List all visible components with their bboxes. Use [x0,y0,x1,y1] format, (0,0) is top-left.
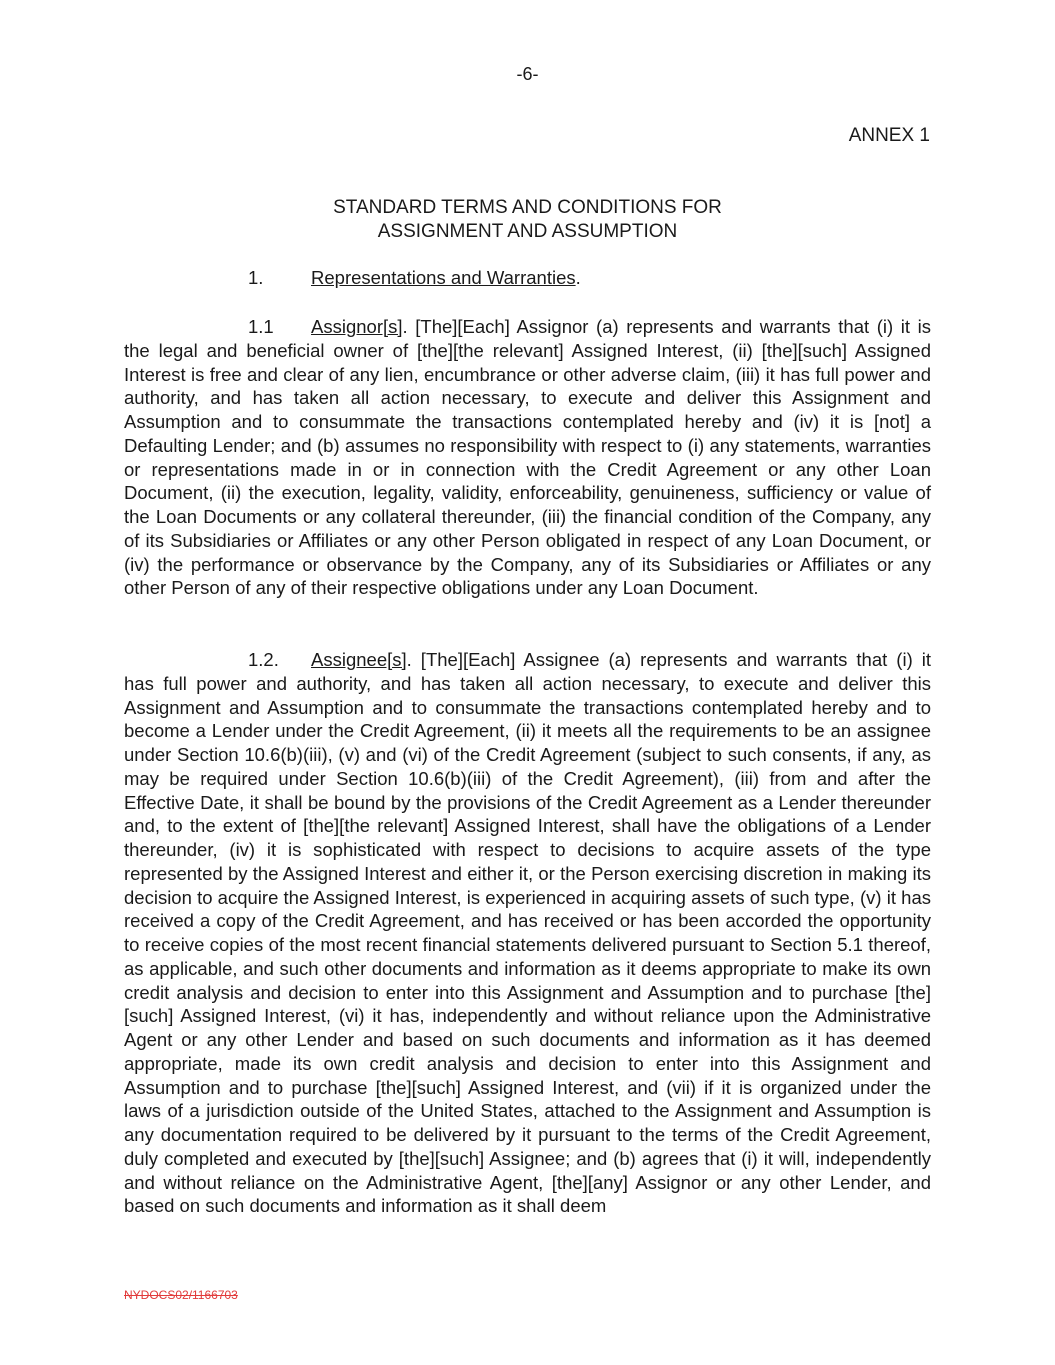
paragraph-1-1-heading: Assignor[s] [311,316,403,337]
paragraph-1-2 [124,648,931,1218]
footer-document-id: NYDOCS02/1166703 [124,1288,238,1302]
section-1-heading [248,267,581,289]
paragraph-1-2-heading: Assignee[s] [311,649,407,670]
document-title [0,196,1055,244]
paragraph-1-1-text: . [The][Each] Assignor (a) represents and warrants that (i) it is the legal and beneficial owner of [the][the relevant] Assigned Interest, (ii) [the][such] Assigned Interest is free and clear of any lien, encumbrance or other adverse claim, (iii) it has full power and authority, and has taken all action necessary, to execute and deliver this Assignment and Assumption and to consummate the transactions contemplated hereby and (iv) it is [not] a Defaulting Lender; and (b) assumes no responsibility with respect to (i) any statements, warranties or representations made in or in connection with the Credit Agreement or any other Loan Document, (ii) the execution, legality, validity, enforceability, genuineness, sufficiency or value of the Loan Documents or any collateral thereunder, (iii) the financial condition of the Company, any of its Subsidiaries or Affiliates or any other Person obligated in respect of any Loan Document, or (iv) the performance or observance by the Company, any of its Subsidiaries or Affiliates or any other Person of any of their respective obligations under any Loan Document. [124,316,931,599]
paragraph-1-2-number: 1.2. [248,649,279,670]
section-1-title: Representations and Warranties [311,267,576,288]
annex-label: ANNEX 1 [848,125,930,146]
page-number: -6- [516,64,539,84]
paragraph-1-1-number: 1.1 [248,316,274,337]
paragraph-1-1 [124,315,931,600]
section-1-title-suffix: . [575,267,581,288]
title-line-2: ASSIGNMENT AND ASSUMPTION [377,221,678,242]
paragraph-1-2-text: . [The][Each] Assignee (a) represents and warrants that (i) it has full power and authority, and has taken all action necessary, to execute and deliver this Assignment and Assumption and to consummate the transactions contemplated hereby and to become a Lender under the Credit Agreement, (ii) it meets all the requirements to be an assignee under Section 10.6(b)(iii), (v) and (vi) of the Credit Agreement (subject to such consents, if any, as may be required under Section 10.6(b)(iii) of the Credit Agreement), (iii) from and after the Effective Date, it shall be bound by the provisions of the Credit Agreement as a Lender thereunder and, to the extent of [the][the relevant] Assigned Interest, shall have the obligations of a Lender thereunder, (iv) it is sophisticated with respect to decisions to acquire assets of the type represented by the Assigned Interest and either it, or the Person exercising discretion in making its decision to acquire the Assigned Interest, is experienced in acquiring assets of such type, (v) it has received a copy of the Credit Agreement, and has received or has been accorded the opportunity to receive copies of the most recent financial statements delivered pursuant to Section 5.1 thereof, as applicable, and such other documents and information as it deems appropriate to make its own credit analysis and decision to enter into this Assignment and Assumption and to purchase [the][such] Assigned Interest, (vi) it has, independently and without reliance upon the Administrative Agent or any other Lender and based on such documents and information as it has deemed appropriate, made its own credit analysis and decision to enter into this Assignment and Assumption and to purchase [the][such] Assigned Interest, and (vii) if it is organized under the laws of a jurisdiction outside of the United States, attached to the Assignment and Assumption is any documentation required to be delivered by it pursuant to the terms of the Credit Agreement, duly completed and executed by [the][such] Assignee; and (b) agrees that (i) it will, independently and without reliance on the Administrative Agent, [the][any] Assignor or any other Lender, and based on such documents and information as it shall deem [124,649,931,1217]
section-1-number: 1. [248,267,264,288]
title-line-1: STANDARD TERMS AND CONDITIONS FOR [333,197,722,218]
